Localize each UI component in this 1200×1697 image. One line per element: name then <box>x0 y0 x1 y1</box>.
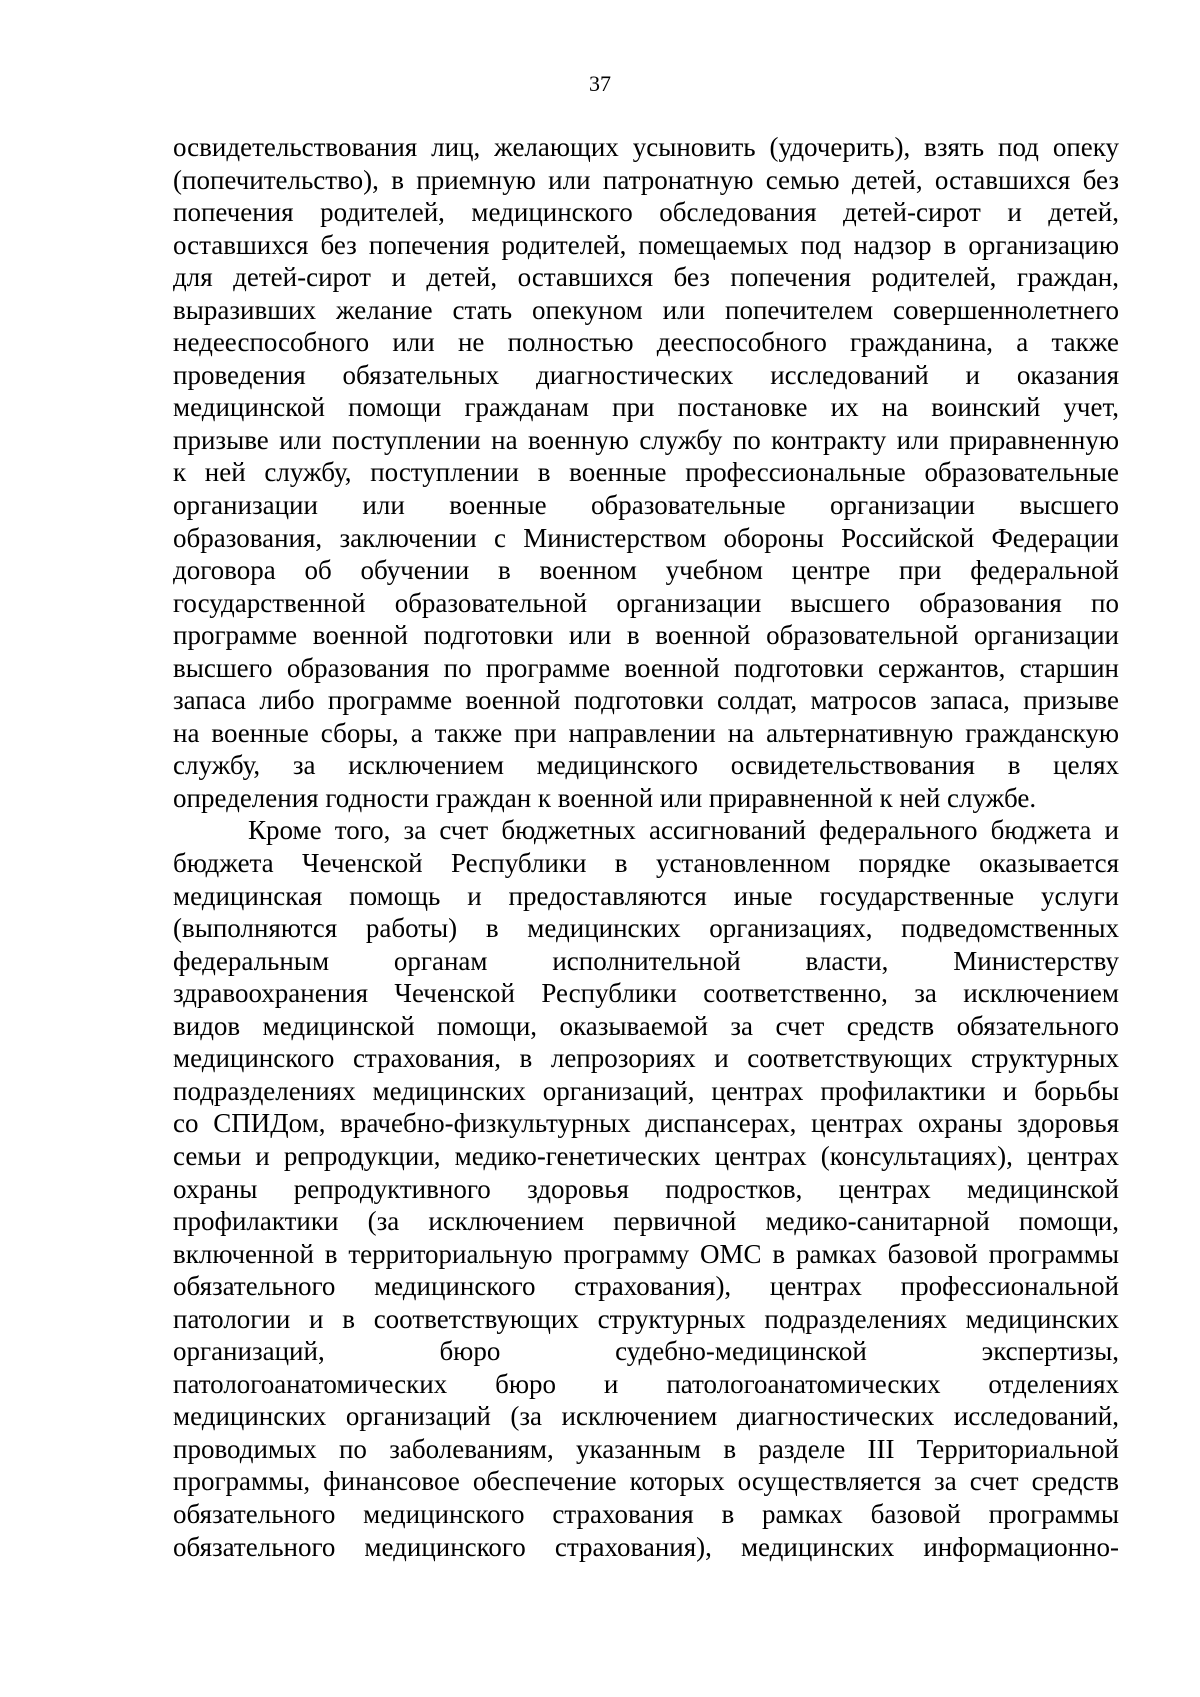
text-line: договора об обучении в военном учебном центре при федеральной <box>173 555 1119 586</box>
text-line: федеральным органам исполнительной власти, Министерству <box>173 945 1119 976</box>
text-line: для детей-сирот и детей, оставшихся без попечения родителей, граждан, <box>173 262 1119 293</box>
text-line: проводимых по заболеваниям, указанным в разделе III Территориальной <box>173 1433 1119 1464</box>
text-line: профилактики (за исключением первичной медико-санитарной помощи, <box>173 1206 1119 1237</box>
text-line: со СПИДом, врачебно-физкультурных диспансерах, центрах охраны здоровья <box>173 1108 1119 1139</box>
text-line: медицинских организаций (за исключением диагностических исследований, <box>173 1401 1119 1432</box>
text-line: организации или военные образовательные организации высшего <box>173 490 1119 521</box>
page-number: 37 <box>589 71 611 96</box>
text-line: семьи и репродукции, медико-генетических центрах (консультациях), центрах <box>173 1140 1119 1171</box>
text-line: патологии и в соответствующих структурных подразделениях медицинских <box>173 1303 1119 1334</box>
text-line: медицинской помощи гражданам при постановке их на воинский учет, <box>173 392 1119 423</box>
text-line: оставшихся без попечения родителей, помещаемых под надзор в организацию <box>173 229 1119 260</box>
text-line: подразделениях медицинских организаций, центрах профилактики и борьбы <box>173 1075 1119 1106</box>
text-line: Кроме того, за счет бюджетных ассигнований федерального бюджета и <box>248 815 1119 846</box>
paragraph-1 <box>173 131 1119 814</box>
text-line: медицинская помощь и предоставляются иные государственные услуги <box>173 880 1119 911</box>
text-line: высшего образования по программе военной подготовки сержантов, старшин <box>173 652 1119 683</box>
text-line: призыве или поступлении на военную службу по контракту или приравненную <box>173 424 1119 455</box>
text-line: медицинского страхования, в лепрозориях и соответствующих структурных <box>173 1043 1119 1074</box>
text-line: (выполняются работы) в медицинских организациях, подведомственных <box>173 913 1119 944</box>
text-line: охраны репродуктивного здоровья подростков, центрах медицинской <box>173 1173 1119 1204</box>
text-line: к ней службу, поступлении в военные профессиональные образовательные <box>173 457 1119 488</box>
text-line: обязательного медицинского страхования), центрах профессиональной <box>173 1271 1119 1302</box>
text-line: обязательного медицинского страхования), медицинских информационно- <box>173 1531 1119 1562</box>
text-line: государственной образовательной организации высшего образования по <box>173 587 1119 618</box>
text-line: здравоохранения Чеченской Республики соответственно, за исключением <box>173 978 1119 1009</box>
text-line: патологоанатомических бюро и патологоанатомических отделениях <box>173 1368 1119 1399</box>
text-line: бюджета Чеченской Республики в установленном порядке оказывается <box>173 848 1119 879</box>
text-line: запаса либо программе военной подготовки солдат, матросов запаса, призыве <box>173 685 1119 716</box>
text-line: образования, заключении с Министерством обороны Российской Федерации <box>173 522 1119 553</box>
text-line: обязательного медицинского страхования в рамках базовой программы <box>173 1498 1119 1529</box>
text-line: службу, за исключением медицинского освидетельствования в целях <box>173 750 1119 781</box>
text-line: недееспособного или не полностью дееспособного гражданина, а также <box>173 327 1119 358</box>
text-line: видов медицинской помощи, оказываемой за счет средств обязательного <box>173 1010 1119 1041</box>
text-line: освидетельствования лиц, желающих усыновить (удочерить), взять под опеку <box>173 132 1119 162</box>
text-line: включенной в территориальную программу ОМС в рамках базовой программы <box>173 1238 1119 1269</box>
text-line: организаций, бюро судебно-медицинской экспертизы, <box>173 1336 1119 1367</box>
text-line: попечения родителей, медицинского обследования детей-сирот и детей, <box>173 197 1119 228</box>
text-line: на военные сборы, а также при направлении на альтернативную гражданскую <box>173 717 1119 748</box>
text-line: проведения обязательных диагностических исследований и оказания <box>173 359 1119 390</box>
text-line: (попечительство), в приемную или патронатную семью детей, оставшихся без <box>173 164 1119 195</box>
text-line: программе военной подготовки или в военной образовательной организации <box>173 620 1119 651</box>
text-line: выразивших желание стать опекуном или попечителем совершеннолетнего <box>173 294 1119 325</box>
document-body <box>173 131 1119 1563</box>
text-line: определения годности граждан к военной или приравненной к ней службе. <box>173 782 1037 813</box>
text-line: программы, финансовое обеспечение которых осуществляется за счет средств <box>173 1466 1119 1497</box>
paragraph-2 <box>173 814 1119 1563</box>
